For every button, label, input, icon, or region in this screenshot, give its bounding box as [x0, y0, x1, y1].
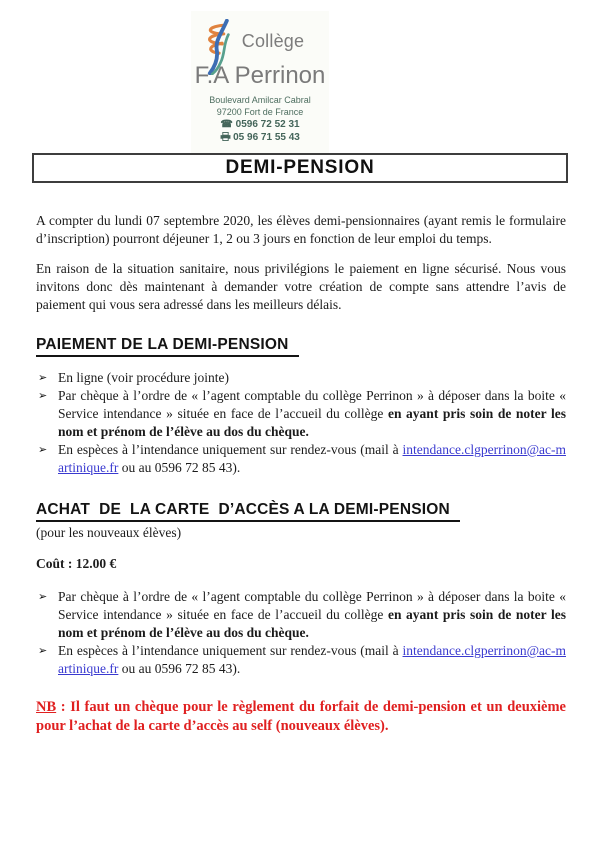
card-purchase-options-list	[36, 588, 566, 678]
school-phone-line	[191, 118, 329, 131]
card-cost: Coût : 12.00 €	[36, 556, 117, 571]
bullet-arrow-icon: ➢	[38, 371, 48, 384]
payment-section-heading: PAIEMENT DE LA DEMI-PENSION	[36, 336, 566, 357]
card-section-heading: ACHAT DE LA CARTE D’ACCÈS A LA DEMI-PENSION	[36, 501, 566, 522]
list-item-text: Par chèque à l’ordre de « l’agent comptable du collège Perrinon » à déposer dans la boite « Service intendance » située en face de l’accueil du collège en ayant pris soin de noter les nom et prénom de l’élève au dos du chèque.	[58, 388, 567, 439]
list-item-online-payment	[36, 369, 566, 387]
card-section-subtitle: (pour les nouveaux élèves)	[36, 525, 182, 540]
list-item-text: Par chèque à l’ordre de « l’agent comptable du collège Perrinon » à déposer dans la boite « Service intendance » située en face de l’accueil du collège en ayant pris soin de noter les nom et prénom de l’élève au dos du chèque.	[58, 589, 567, 640]
payment-options-list	[36, 369, 566, 477]
list-item-cheque-payment	[36, 588, 566, 642]
list-item-text: En espèces à l’intendance uniquement sur rendez-vous (mail à intendance.clgperrinon@ac-martinique.fr ou au 0596 72 85 43).	[58, 643, 566, 676]
school-phone-number: 0596 72 52 31	[235, 119, 300, 130]
list-item-text: En ligne (voir procédure jointe)	[58, 370, 229, 385]
bullet-arrow-icon: ➢	[38, 590, 48, 603]
intendance-email-link[interactable]: intendance.clgperrinon@ac-martinique.fr	[58, 643, 566, 676]
list-item-cash-payment	[36, 642, 566, 678]
nb-warning-note: NB : Il faut un chèque pour le règlement du forfait de demi-pension et un deuxième pour l’achat de la carte d’accès au self (nouveaux élèves).	[36, 699, 566, 734]
intro-paragraph-1: A compter du lundi 07 septembre 2020, les élèves demi-pensionnaires (ayant remis le formulaire d’inscription) pourront déjeuner 1, 2 ou 3 jours en fonction de leur emploi du temps.	[36, 213, 566, 246]
document-title: DEMI-PENSION	[225, 157, 375, 178]
school-logo-swirl-icon	[199, 19, 233, 80]
bullet-arrow-icon: ➢	[38, 389, 48, 402]
school-fax-number: 05 96 71 55 43	[233, 132, 300, 143]
cheque-instruction-bold: en ayant pris soin de noter les nom et prénom de l’élève au dos du chèque.	[58, 607, 567, 640]
list-item-text: En espèces à l’intendance uniquement sur rendez-vous (mail à intendance.clgperrinon@ac-martinique.fr ou au 0596 72 85 43).	[58, 442, 566, 475]
school-logo	[191, 11, 329, 153]
school-fax-line	[191, 131, 329, 145]
list-item-cash-payment	[36, 441, 566, 477]
phone-icon: ☎	[220, 119, 233, 130]
intendance-email-link[interactable]: intendance.clgperrinon@ac-martinique.fr	[58, 442, 566, 475]
school-address-street: Boulevard Amilcar Cabral	[209, 95, 311, 105]
document-title-banner	[32, 153, 568, 183]
intro-paragraph-2: En raison de la situation sanitaire, nous privilégions le paiement en ligne sécurisé. Nous vous invitons donc dès maintenant à demander votre création de compte sans attendre l’avis de paiement qui vous sera adressé dans les meilleurs délais.	[36, 261, 566, 312]
document-body	[36, 212, 566, 751]
bullet-arrow-icon: ➢	[38, 443, 48, 456]
nb-label: NB	[36, 699, 57, 715]
fax-icon	[220, 133, 231, 144]
list-item-cheque-payment	[36, 387, 566, 441]
cheque-instruction-bold: en ayant pris soin de noter les nom et prénom de l’élève au dos du chèque.	[58, 406, 567, 439]
school-name: F.A Perrinon	[194, 62, 326, 89]
school-type-label: Collège	[241, 31, 305, 51]
school-address-city: 97200 Fort de France	[216, 107, 304, 117]
bullet-arrow-icon: ➢	[38, 644, 48, 657]
